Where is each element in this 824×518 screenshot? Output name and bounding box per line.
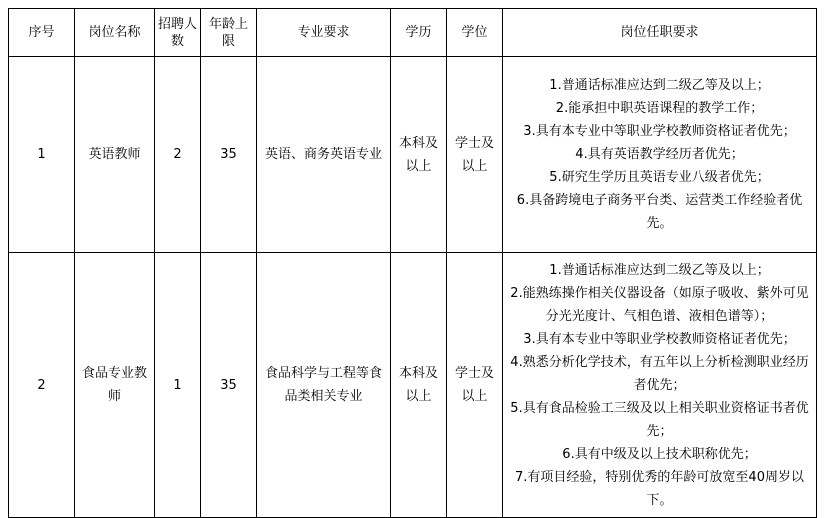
cell-requirements [503, 253, 817, 518]
cell-position: 英语教师 [75, 57, 155, 253]
cell-education: 本科及以上 [391, 57, 447, 253]
requirement-item: 3.具有本专业中等职业学校教师资格证者优先； [523, 331, 796, 347]
requirement-item: 1.普通话标准应达到二级乙等及以上； [549, 78, 770, 93]
cell-requirements [503, 57, 817, 253]
header-age: 年龄上限 [201, 9, 257, 57]
requirement-item: 2.能熟练操作相关仪器设备（如原子吸收、紫外可见分光光度计、气相色谱、液相色谱等）； [510, 285, 809, 324]
requirement-item: 6.具有中级及以上技术职称优先； [562, 446, 757, 462]
cell-major: 英语、商务英语专业 [257, 57, 391, 253]
requirement-item: 7.有项目经验，特别优秀的年龄可放宽至40周岁以下。 [515, 469, 804, 508]
cell-count: 1 [155, 253, 201, 518]
cell-degree: 学士及以上 [447, 253, 503, 518]
header-education: 学历 [391, 9, 447, 57]
requirement-item: 3.具有本专业中等职业学校教师资格证者优先； [523, 124, 796, 139]
cell-position: 食品专业教师 [75, 253, 155, 518]
requirement-item: 6.具备跨境电子商务平台类、运营类工作经验者优先。 [516, 193, 803, 231]
cell-major: 食品科学与工程等食品类相关专业 [257, 253, 391, 518]
header-major: 专业要求 [257, 9, 391, 57]
cell-age: 35 [201, 253, 257, 518]
table-row [9, 253, 817, 518]
cell-count: 2 [155, 57, 201, 253]
requirement-item: 4.熟悉分析化学技术，有五年以上分析检测职业经历者优先； [510, 354, 809, 393]
cell-no: 2 [9, 253, 75, 518]
cell-degree: 学士及以上 [447, 57, 503, 253]
table-row [9, 57, 817, 253]
requirement-item: 5.研究生学历且英语专业八级者优先； [549, 170, 770, 185]
header-degree: 学位 [447, 9, 503, 57]
header-requirements: 岗位任职要求 [503, 9, 817, 57]
recruitment-table [8, 8, 817, 518]
cell-education: 本科及以上 [391, 253, 447, 518]
header-row [9, 9, 817, 57]
requirement-item: 4.具有英语教学经历者优先； [575, 147, 744, 162]
requirement-item: 2.能承担中职英语课程的教学工作； [555, 101, 764, 116]
cell-no: 1 [9, 57, 75, 253]
header-count: 招聘人数 [155, 9, 201, 57]
header-position: 岗位名称 [75, 9, 155, 57]
cell-age: 35 [201, 57, 257, 253]
header-no: 序号 [9, 9, 75, 57]
requirement-item: 1.普通话标准应达到二级乙等及以上； [549, 262, 770, 278]
requirement-item: 5.具有食品检验工三级及以上相关职业资格证书者优先； [510, 400, 809, 439]
